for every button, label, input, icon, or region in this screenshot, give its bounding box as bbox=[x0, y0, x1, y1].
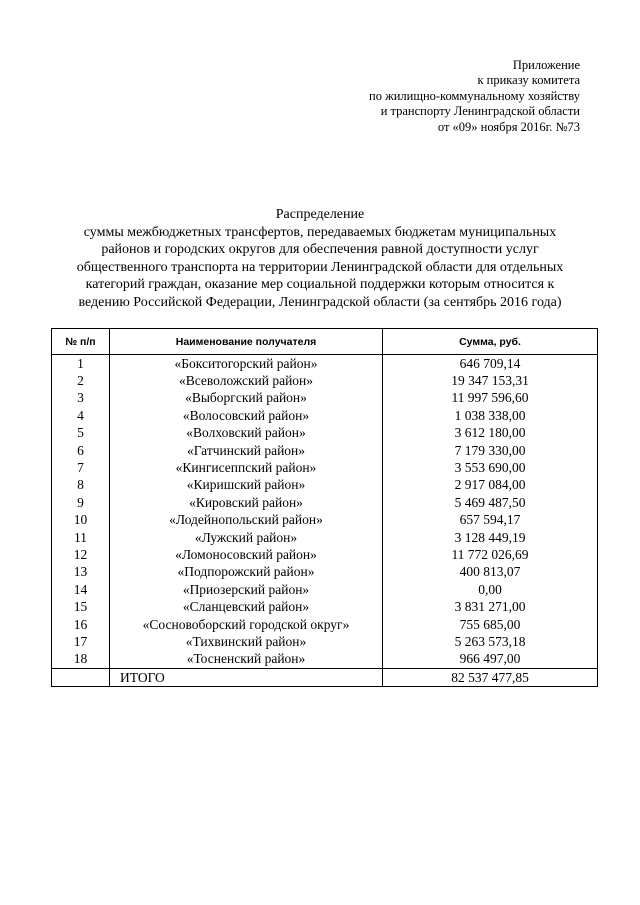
row-sum: 3 128 449,19 bbox=[383, 529, 598, 546]
recipient-name: «Выборгский район» bbox=[110, 390, 383, 407]
title-heading: Распределение bbox=[275, 207, 365, 222]
recipient-name: «Сланцевский район» bbox=[110, 598, 383, 615]
recipient-name: «Лодейнопольский район» bbox=[110, 512, 383, 529]
table-row bbox=[52, 425, 598, 442]
recipient-name: «Кингисеппский район» bbox=[110, 459, 383, 476]
recipient-name: «Тосненский район» bbox=[110, 651, 383, 669]
row-number: 14 bbox=[52, 581, 110, 598]
header-number: № п/п bbox=[52, 329, 110, 355]
row-sum: 5 263 573,18 bbox=[383, 633, 598, 650]
recipient-name: «Подпорожский район» bbox=[110, 564, 383, 581]
recipient-name: «Ломоносовский район» bbox=[110, 546, 383, 563]
recipient-name: «Тихвинский район» bbox=[110, 633, 383, 650]
row-sum: 3 553 690,00 bbox=[383, 459, 598, 476]
row-sum: 3 612 180,00 bbox=[383, 425, 598, 442]
row-number: 8 bbox=[52, 477, 110, 494]
table-row bbox=[52, 390, 598, 407]
table-header-row bbox=[52, 329, 598, 355]
recipient-name: «Волховский район» bbox=[110, 425, 383, 442]
row-sum: 19 347 153,31 bbox=[383, 372, 598, 389]
table-row bbox=[52, 477, 598, 494]
title-line: ведению Российской Федерации, Ленинградской области (за сентябрь 2016 года) bbox=[78, 294, 562, 310]
row-number: 6 bbox=[52, 442, 110, 459]
table-row bbox=[52, 581, 598, 598]
table-row bbox=[52, 651, 598, 669]
row-sum: 7 179 330,00 bbox=[383, 442, 598, 459]
row-number: 18 bbox=[52, 651, 110, 669]
recipient-name: «Сосновоборский городской округ» bbox=[110, 616, 383, 633]
appendix-line: по жилищно-коммунальному хозяйству bbox=[369, 88, 580, 103]
recipient-name: «Лужский район» bbox=[110, 529, 383, 546]
header-recipient: Наименование получателя bbox=[110, 329, 383, 355]
title-line: общественного транспорта на территории Ленинградской области для отдельных bbox=[76, 259, 564, 275]
row-sum: 755 685,00 bbox=[383, 616, 598, 633]
row-sum: 657 594,17 bbox=[383, 512, 598, 529]
row-number: 12 bbox=[52, 546, 110, 563]
title-line: категорий граждан, оказание мер социальной поддержки которым относится к bbox=[85, 277, 555, 293]
appendix-reference bbox=[369, 58, 580, 135]
recipient-name: «Волосовский район» bbox=[110, 407, 383, 424]
row-sum: 5 469 487,50 bbox=[383, 494, 598, 511]
recipient-name: «Бокситогорский район» bbox=[110, 355, 383, 373]
table-row bbox=[52, 598, 598, 615]
row-number: 9 bbox=[52, 494, 110, 511]
recipient-name: «Приозерский район» bbox=[110, 581, 383, 598]
appendix-line: и транспорту Ленинградской области bbox=[380, 104, 580, 119]
row-number: 13 bbox=[52, 564, 110, 581]
table-row bbox=[52, 355, 598, 373]
row-sum: 11 997 596,60 bbox=[383, 390, 598, 407]
row-number: 10 bbox=[52, 512, 110, 529]
total-label: ИТОГО bbox=[110, 669, 383, 687]
appendix-line: от «09» ноября 2016г. №73 bbox=[437, 119, 580, 134]
table-row bbox=[52, 616, 598, 633]
row-number: 16 bbox=[52, 616, 110, 633]
table-row bbox=[52, 546, 598, 563]
row-number: 2 bbox=[52, 372, 110, 389]
row-sum: 646 709,14 bbox=[383, 355, 598, 373]
table-row bbox=[52, 442, 598, 459]
row-number: 15 bbox=[52, 598, 110, 615]
row-number: 5 bbox=[52, 425, 110, 442]
table-total-row bbox=[52, 669, 598, 687]
table-row bbox=[52, 512, 598, 529]
row-sum: 3 831 271,00 bbox=[383, 598, 598, 615]
table-row bbox=[52, 407, 598, 424]
document-title bbox=[40, 206, 600, 312]
row-number: 4 bbox=[52, 407, 110, 424]
recipient-name: «Гатчинский район» bbox=[110, 442, 383, 459]
table-row bbox=[52, 564, 598, 581]
total-sum: 82 537 477,85 bbox=[383, 669, 598, 687]
row-sum: 11 772 026,69 bbox=[383, 546, 598, 563]
distribution-table bbox=[51, 328, 598, 687]
appendix-line: к приказу комитета bbox=[477, 73, 580, 88]
row-number: 11 bbox=[52, 529, 110, 546]
row-sum: 1 038 338,00 bbox=[383, 407, 598, 424]
table-row bbox=[52, 459, 598, 476]
row-number: 7 bbox=[52, 459, 110, 476]
total-number-cell bbox=[52, 669, 110, 687]
row-number: 17 bbox=[52, 633, 110, 650]
recipient-name: «Кировский район» bbox=[110, 494, 383, 511]
row-sum: 966 497,00 bbox=[383, 651, 598, 669]
table-row bbox=[52, 372, 598, 389]
title-line: районов и городских округов для обеспечения равной доступности услуг bbox=[101, 242, 539, 258]
row-sum: 0,00 bbox=[383, 581, 598, 598]
recipient-name: «Всеволожский район» bbox=[110, 372, 383, 389]
header-sum: Сумма, руб. bbox=[383, 329, 598, 355]
table-row bbox=[52, 633, 598, 650]
recipient-name: «Киришский район» bbox=[110, 477, 383, 494]
table-row bbox=[52, 529, 598, 546]
title-line: суммы межбюджетных трансфертов, передаваемых бюджетам муниципальных bbox=[83, 224, 557, 240]
appendix-line: Приложение bbox=[512, 58, 580, 72]
row-number: 3 bbox=[52, 390, 110, 407]
row-sum: 400 813,07 bbox=[383, 564, 598, 581]
row-number: 1 bbox=[52, 355, 110, 373]
row-sum: 2 917 084,00 bbox=[383, 477, 598, 494]
table-row bbox=[52, 494, 598, 511]
